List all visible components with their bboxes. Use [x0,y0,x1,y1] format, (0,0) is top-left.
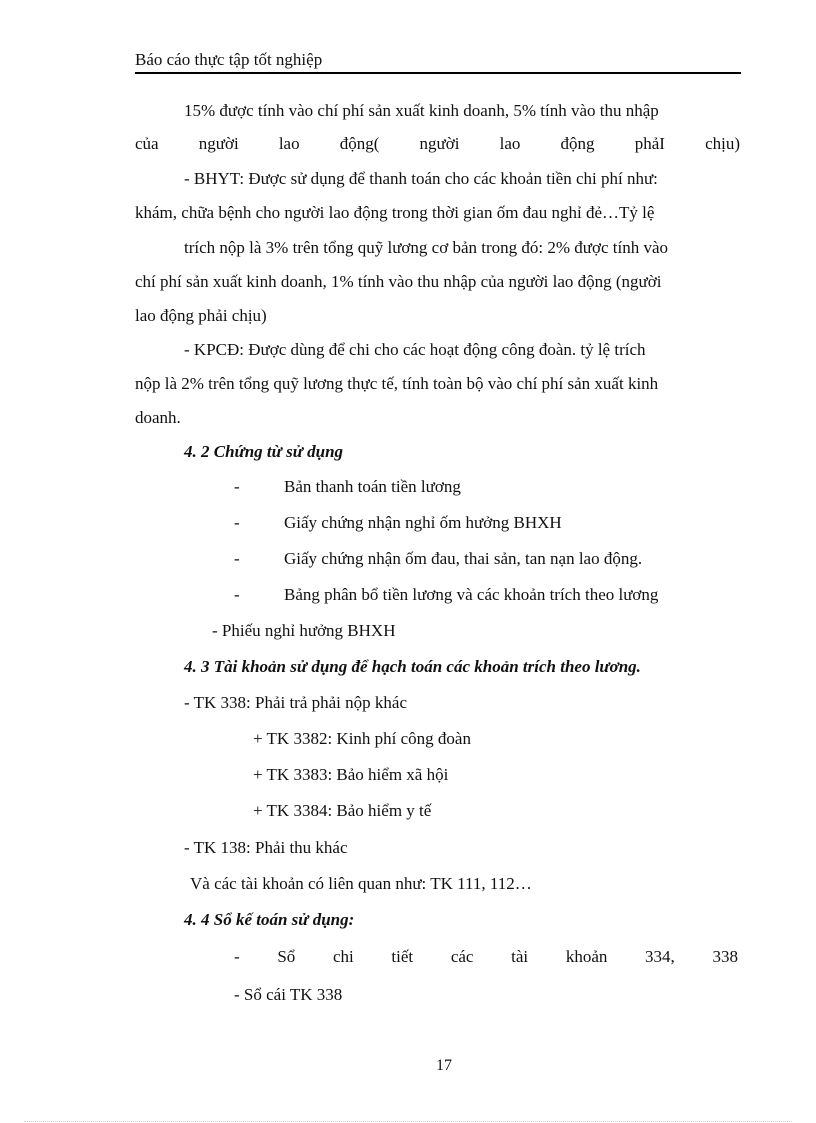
paragraph-line: 15% được tính vào chí phí sản xuất kinh doanh, 5% tính vào thu nhập [184,101,659,120]
list-item: - Phiếu nghỉ hưởng BHXH [212,621,396,640]
sub-account-line: + TK 3384: Bảo hiểm y tế [253,801,432,820]
paragraph-line: - KPCĐ: Được dùng để chi cho các hoạt động công đoàn. tỷ lệ trích [184,340,646,359]
list-bullet: - [234,549,240,568]
list-item: Giấy chứng nhận nghỉ ốm hưởng BHXH [284,513,562,532]
section-heading: 4. 3 Tài khoản sử dụng để hạch toán các khoản trích theo lương. [184,657,641,676]
section-heading: 4. 4 Sổ kế toán sử dụng: [184,910,355,929]
header-rule [135,72,741,74]
running-header: Báo cáo thực tập tốt nghiệp [135,50,323,69]
page-bottom-border [24,1121,792,1122]
list-bullet: - [234,477,240,496]
paragraph-line: khám, chữa bệnh cho người lao động trong thời gian ốm đau nghỉ đẻ…Tỷ lệ [135,203,655,222]
paragraph-line: chí phí sản xuất kinh doanh, 1% tính vào thu nhập của người lao động (người [135,272,662,291]
paragraph-line: của người lao động( người lao động phảI chịu) [135,134,740,153]
account-line: - TK 138: Phải thu khác [184,838,348,857]
page-number: 17 [436,1057,452,1074]
list-item: Bảng phân bổ tiền lương và các khoản trích theo lương [284,585,659,604]
paragraph-line: doanh. [135,408,181,427]
account-line: Và các tài khoản có liên quan như: TK 111, 112… [190,874,532,893]
list-item: - Sổ chi tiết các tài khoản 334, 338 [234,947,738,966]
paragraph-text: - BHYT: Được sử dụng để thanh toán cho các khoản tiền chi phí như: [184,169,658,188]
list-item: Bản thanh toán tiền lương [284,477,461,496]
list-item: - Sổ cái TK 338 [234,985,343,1004]
list-bullet: - [234,585,240,604]
paragraph-line [184,169,740,189]
sub-account-line: + TK 3383: Bảo hiểm xã hội [253,765,449,784]
sub-account-line: + TK 3382: Kinh phí công đoàn [253,729,471,748]
account-line: - TK 338: Phải trả phải nộp khác [184,693,408,712]
list-bullet: - [234,513,240,532]
list-item: Giấy chứng nhận ốm đau, thai sản, tan nạn lao động. [284,549,643,568]
paragraph-line: trích nộp là 3% trên tổng quỹ lương cơ bản trong đó: 2% được tính vào [184,238,669,257]
paragraph-line: lao động phải chịu) [135,306,267,325]
section-heading: 4. 2 Chứng từ sử dụng [184,442,344,461]
paragraph-line: nộp là 2% trên tổng quỹ lương thực tế, tính toàn bộ vào chí phí sản xuất kinh [135,374,659,393]
